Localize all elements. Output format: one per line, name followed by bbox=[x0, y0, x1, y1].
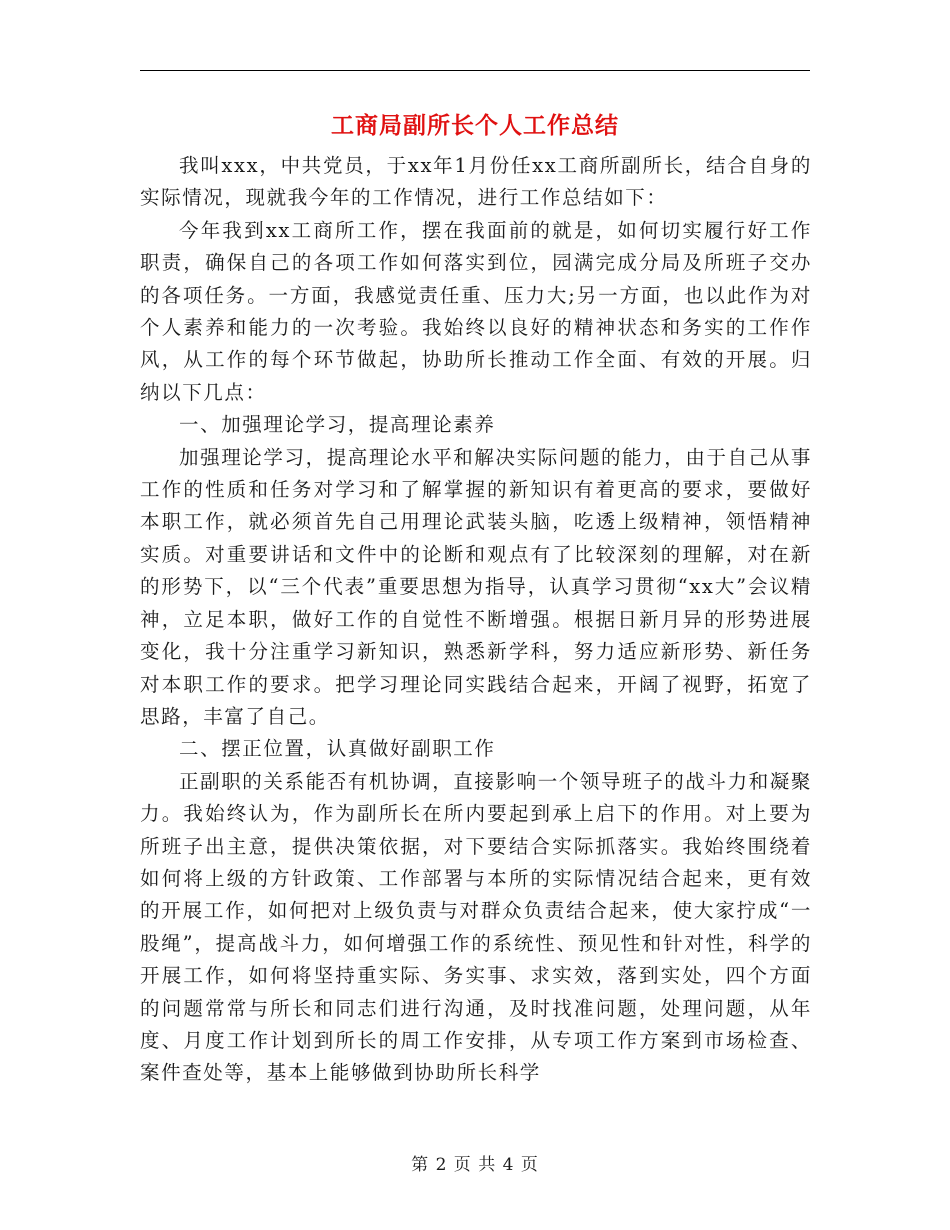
paragraph-deputy-role: 正副职的关系能否有机协调，直接影响一个领导班子的战斗力和凝聚力。我始终认为，作为副所长在所内要起到承上启下的作用。对上要为所班子出主意，提供决策依据，对下要结合实际抓落实。我始终围绕着如何将上级的方针政策、工作部署与本所的实际情况结合起来，更有效的开展工作，如何把对上级负责与对群众负责结合起来，使大家拧成“一股绳”，提高战斗力，如何增强工作的系统性、预见性和针对性，科学的开展工作，如何将坚持重实际、务实事、求实效，落到实处，四个方面的问题常常与所长和同志们进行沟通，及时找准问题，处理问题，从年度、月度工作计划到所长的周工作安排，从专项工作方案到市场检查、案件查处等，基本上能够做到协助所长科学 bbox=[140, 769, 813, 1085]
section-heading-2: 二、摆正位置，认真做好副职工作 bbox=[179, 737, 496, 761]
page-number: 第 2 页 共 4 页 bbox=[411, 1155, 539, 1175]
paragraph-overview: 今年我到xx工商所工作，摆在我面前的就是，如何切实履行好工作职责，确保自己的各项工作如何落实到位，园满完成分局及所班子交办的各项任务。一方面，我感觉责任重、压力大;另一方面，也以此作为对个人素养和能力的一次考验。我始终以良好的精神状态和务实的工作作风，从工作的每个环节做起，协助所长推动工作全面、有效的开展。归纳以下几点： bbox=[140, 218, 812, 404]
paragraph-intro: 我叫xxx，中共党员，于xx年1月份任xx工商所副所长，结合自身的实际情况，现就我今年的工作情况，进行工作总结如下： bbox=[140, 154, 812, 210]
document-body bbox=[140, 150, 812, 1090]
header-rule bbox=[140, 70, 810, 71]
section-heading-1: 一、加强理论学习，提高理论素养 bbox=[179, 413, 496, 437]
document-title: 工商局副所长个人工作总结 bbox=[331, 112, 619, 139]
paragraph-theory-study: 加强理论学习，提高理论水平和解决实际问题的能力，由于自己从事工作的性质和任务对学习和了解掌握的新知识有着更高的要求，要做好本职工作，就必须首先自己用理论武装头脑，吃透上级精神，领悟精神实质。对重要讲话和文件中的论断和观点有了比较深刻的理解，对在新的形势下，以“三个代表”重要思想为指导，认真学习贯彻“xx大”会议精神，立足本职，做好工作的自觉性不断增强。根据日新月异的形势进展变化，我十分注重学习新知识，熟悉新学科，努力适应新形势、新任务对本职工作的要求。把学习理论同实践结合起来，开阔了视野，拓宽了思路，丰富了自己。 bbox=[140, 445, 813, 728]
